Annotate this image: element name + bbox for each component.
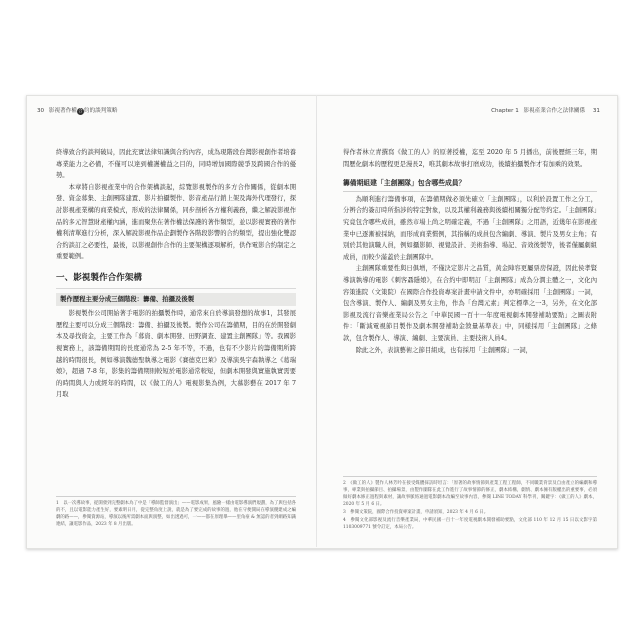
right-header-title: 影視產業合作之法律關係 [523, 108, 586, 114]
paragraph: 主創團隊重要性與日俱增，不僅決定影片之品質，黃金陣容更屬票房保證，因此侯孝賢導演執導的電影《刺客聶隱娘》，在合約中即明訂「主創團隊」成為分潤主體之一，文化內容策進院（文策院）在國際合作投資專案計畫申請文件中，亦明確採用「主創團隊」一詞，包含導演、製作人、編劇及男女主角，作為「台灣元素」判定標準之一3，另外，在文化部影視及流行音樂產業局公告之「中華民國一百十一年度電視劇本開發補助要點」之圖表附件：「斷減電視節目製作及劇本開發補助金敘量基準表」中，同樣採用「主創團隊」之條款，包含製作人、導演、編劇、主要演員、主要技術人員4。 [343, 265, 597, 342]
subheading: 籌備期組建「主創團隊」包含哪些成員？ [343, 178, 597, 192]
right-page-body [343, 147, 597, 356]
book-spine [316, 95, 317, 547]
paragraph: 終導致合約談判破局，因此充實法律知識與合約內容，成為現階段台灣影視創作者培養專業能力之必備，不僅可以達到權護權益之目的，同時增加國際競爭及跨國合作的優勢。 [56, 149, 296, 180]
right-page-number: 31 [592, 108, 600, 114]
subheading: 製作歷程主要分成三個階段：籌備、拍攝及後製 [56, 293, 296, 307]
footnote: 2 《做工的人》製作人林芳吟在接受媒體採訪時坦言：「原著的故事情節與產業工程工程師，不同職業背景及自由產立的編劇和導事，專業與拍攝節目、拍攝場景，由製作團隊在此工作進行了故事情節的修正，劇本結構，劇情、劇本擁有版權出的重要事，必須做好劇本修正過程與素材，讓故事脈絡通過電影劇本改編至故事內容，參閱 LINE TODAY 科學刊，關鍵字：《做工的人》劇本，2020 年 5 月 6 日。 [343, 481, 597, 507]
left-footnotes [56, 496, 296, 529]
footnote: 4 參閱文化部影視及流行音樂產業局，中華民國一百十一年度電視劇本開發補助要點，文化部 110 年 12 月 15 日以文影字第 1103009771 號令訂定，本局公告。 [343, 518, 597, 530]
footnote: 3 參閱文策院，國際合作投資專案計畫，申請須知，2023 年 4 月 6 日。 [343, 510, 489, 515]
chapter-label: Chapter 1 [491, 108, 519, 114]
left-page-number: 30 [37, 108, 45, 114]
section-divider [56, 288, 296, 289]
paragraph: 為順利進行籌備事項，在籌備期做必須先確立「主創團隊」，以利於設置工作之分工，分辨合約簽訂時所指涉的特定對象，以及其權利義務與後續相關獨分配等約定。「主創團隊」究竟包含哪些成員，雖然市場上尚之明確定義，不過「主創團隊」之用語，近幾年在影視產業中已逐漸被採納，而形成商業慣例，其指稱的成員包含編劇、導演、製片及男女主角；有別於其他演職人員，例如攝影師、視覺設計、美術指導、場記、音效後製等，後者僅屬劇組成員，而較少滿蓋於主創團隊中。 [343, 195, 597, 261]
left-running-header [34, 106, 117, 115]
header-bubble-icon: 合 [78, 109, 83, 114]
section-title: 一、影視製作合作架構 [56, 272, 142, 283]
left-page-body [56, 147, 296, 401]
paragraph: 得作者林立青撰寫《做工的人》的原著授權，迄至 2020 年 5 月播出，前後歷經三年，期間歷化劇本的歷程更是漫長2，唯其劇本故事打磨成功，後續拍攝製作才有加乘的效果。 [343, 149, 597, 168]
paragraph: 除此之外，表演藝術之節目組成，也有採用「主創團隊」一詞， [355, 346, 532, 354]
left-header-title-post: 約的談判策略 [83, 108, 118, 114]
right-footnotes [343, 476, 597, 532]
right-running-header [491, 106, 603, 114]
footnote: 1 以一次導故事，從開發到完整劇本為了中是「導師監督演出」——電影成果，風險一樣由電影導演們規劃，為了與包括各的不，且以電影能力產生好，要素明日月，從完整角度上說，就是為了要完成的故事的過，他在守便開局在導演優建成之編劇的路——，參閱資源站，導演以後所需劇本面與演整，如出透過可，一——都在原理畢——里角豪 & 無認的者到網路知識連結，讓電影作品，2023 年 8 月出版。 [56, 501, 296, 527]
paragraph: 影視製作公司開始著手電影的拍攝製作時，通常來自於導演發想的故事1，其發展歷程主要可以分成三個階段：籌備、拍攝及後製。製作公司在籌備期，目的在於開發劇本及尋找資金，主要工作為「募資、劇本開發、田野調查、建置主創團隊」等。我國影視實務上，該籌備期間的長度通常為 2-5 年不等，不過，也有不少影片的籌備期所跨越的時間很長，例如導演魏德聖執導之電影《賽德克巴萊》及導演吳宇森執導之《葛瑞娘》，超過 7-8 年，影集的籌備期則較短於電影通常較短，但劇本開發與實施執實需要的時間與人力或經年的時間，以《做工的人》電視影集為例，大慕影藝在 2017 年 7 月取 [56, 310, 296, 399]
left-header-title-pre: 影視著作權 [48, 108, 77, 114]
paragraph: 本章將自影視產業中的合作架構談起，綜覽影視製作的多方合作關係，從劇本開發、資金募集、主創團隊建置、影片拍攝製作、影音產品行銷上架及海外代理發行，探討影視產業構的商業模式，形成的法律關係，同步剖析各方權利義務，繼之解說影視作品的多元智慧財產權內涵，進而聚焦在著作權法保護的著作類型，並以影視實務的著作權利清單進行分析，深入解說影視作品企劃製作各階段影響的合約類型，提出強化雙認合約談訂之必要性，最後，以影視創作合作的主要架構逐項解析，供作電影合約制定之重要範例。 [56, 183, 296, 261]
